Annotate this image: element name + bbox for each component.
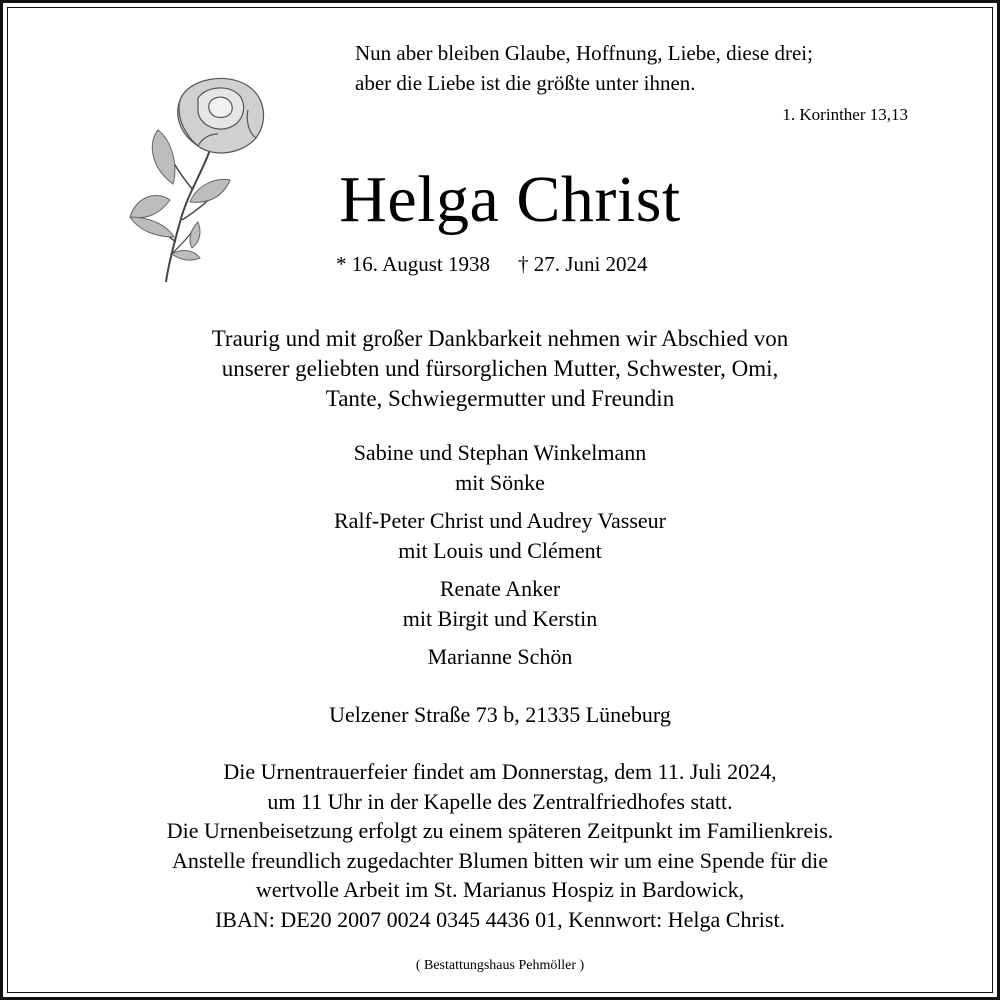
address	[0, 700, 1000, 730]
verse-reference: 1. Korinther 13,13	[782, 105, 908, 124]
farewell-text	[0, 324, 1000, 414]
mourner-group	[0, 574, 1000, 634]
address-line: Uelzener Straße 73 b, 21335 Lüneburg	[329, 702, 671, 727]
mourner-children: mit Sönke	[455, 470, 545, 495]
mourner-group	[0, 642, 1000, 672]
service-line: Die Urnentrauerfeier findet am Donnerstag, dem 11. Juli 2024,	[223, 759, 777, 784]
service-info	[0, 757, 1000, 934]
life-dates	[336, 252, 648, 277]
verse-line: aber die Liebe ist die größte unter ihnen.	[355, 71, 696, 95]
farewell-line: unserer geliebten und fürsorglichen Mutter, Schwester, Omi,	[221, 356, 779, 381]
deceased-name: Helga Christ	[339, 163, 681, 236]
mourner-name: Renate Anker	[439, 576, 561, 601]
mourner-children: mit Birgit und Kerstin	[402, 606, 598, 631]
bible-verse	[355, 38, 915, 98]
death-date: † 27. Juni 2024	[518, 252, 648, 276]
undertaker: ( Bestattungshaus Pehmöller )	[415, 958, 585, 973]
mourner-name: Ralf-Peter Christ und Audrey Vasseur	[334, 508, 666, 533]
farewell-line: Traurig und mit großer Dankbarkeit nehmen wir Abschied von	[211, 326, 789, 351]
mourner-group	[0, 438, 1000, 498]
service-line: wertvolle Arbeit im St. Marianus Hospiz in Bardowick,	[255, 877, 745, 902]
birth-date: * 16. August 1938	[336, 252, 491, 276]
mourner-children: mit Louis und Clément	[398, 538, 602, 563]
service-line: Anstelle freundlich zugedachter Blumen bitten wir um eine Spende für die	[171, 847, 829, 873]
farewell-line: Tante, Schwiegermutter und Freundin	[325, 386, 675, 411]
service-line: um 11 Uhr in der Kapelle des Zentralfriedhofes statt.	[267, 788, 733, 814]
mourner-group	[0, 506, 1000, 566]
mourner-name: Marianne Schön	[427, 644, 573, 669]
service-line: Die Urnenbeisetzung erfolgt zu einem späteren Zeitpunkt im Familienkreis.	[166, 818, 834, 843]
mourner-name: Sabine und Stephan Winkelmann	[353, 440, 647, 465]
verse-line: Nun aber bleiben Glaube, Hoffnung, Liebe, diese drei;	[355, 41, 813, 65]
service-line: IBAN: DE20 2007 0024 0345 4436 01, Kennwort: Helga Christ.	[214, 906, 786, 932]
